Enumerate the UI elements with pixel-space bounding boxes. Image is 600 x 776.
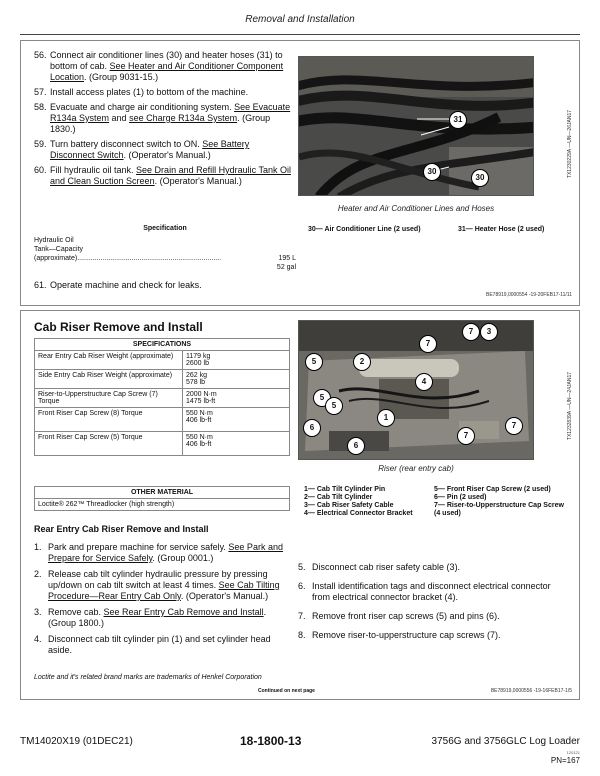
heater-ac-hoses-photo [298,56,534,196]
spec-value-liters: 195 L [278,255,296,262]
other-material-table [34,486,290,511]
steps-5-8 [298,562,568,649]
table-row: Front Riser Cap Screw (8) Torque 550 N·m 406 lb-ft [35,408,290,432]
specifications-table [34,338,290,456]
figure-caption-1: Heater and Air Conditioner Lines and Hoses [337,204,495,213]
link-park-prepare[interactable]: See Park and Prepare for Service Safely [48,542,283,563]
callout-30-a: 30 [423,163,441,181]
callout-5: 5 [325,397,343,415]
footer-page-number: 18-1800-13 [240,734,302,748]
link-cab-tilting[interactable]: See Cab Tilting Procedure—Rear Entry Cab Only [48,580,280,601]
callout-6: 6 [303,419,321,437]
footer-model: 3756G and 3756GLC Log Loader [431,736,580,747]
step-2: 2. Release cab tilt cylinder hydraulic pressure by pressing up/down on cab tilt switch at least 4 times. See Cab Tilting Procedure—Rear Entry Cab Only. (Operator's Manual.) [34,569,280,601]
legend-30: 30— Air Conditioner Line (2 used) [308,226,421,233]
footer-manual-id: TM14020X19 (01DEC21) [20,736,133,747]
table-row: Loctite® 262™ Threadlocker (high strength) [35,499,290,511]
legend-31: 31— Heater Hose (2 used) [458,226,545,233]
step-58: 58. Evacuate and charge air conditioning system. See Evacuate R134a System and see Charge R134a System. (Group 1830.) [34,102,291,134]
callout-3: 3 [480,323,498,341]
section-title: Cab Riser Remove and Install [34,320,203,334]
legend-item: 1— Cab Tilt Cylinder Pin [304,486,386,493]
steps-1-4 [34,542,284,661]
step-56: 56. Connect air conditioner lines (30) and heater hoses (31) to bottom of cab. See Heater and Air Conditioner Component Location. (Group 9031-15.) [34,50,284,82]
cab-riser-photo [298,320,534,460]
step-1: 1. Park and prepare machine for service safely. See Park and Prepare for Service Safely. (Group 0001.) [34,542,283,563]
footer-small-code: 120121 [566,750,580,755]
spec-row: (approximate) .......................................................................... 195 L [34,255,296,262]
legend-item: 7— Riser-to-Upperstructure Cap Screw (4 used) [434,502,564,517]
spec-line-2: Tank—Capacity [34,246,84,253]
spec-value-gal: 52 gal [276,264,296,271]
hoses-illustration [299,57,534,196]
link-rear-entry-cab[interactable]: See Rear Entry Cab Remove and Install [103,607,264,617]
table-row: Riser-to-Upperstructure Cap Screw (7) Torque 2000 N·m 1475 lb-ft [35,389,290,408]
callout-7: 7 [462,323,480,341]
callout-7: 7 [505,417,523,435]
table-row: Rear Entry Cab Riser Weight (approximate) 1179 kg 2600 lb [35,351,290,370]
step-60: 60. Fill hydraulic oil tank. See Drain and Refill Hydraulic Tank Oil and Clean Suction Screen. (Operator's Manual.) [34,165,291,186]
subheading: Rear Entry Cab Riser Remove and Install [34,524,209,534]
legend-item: 2— Cab Tilt Cylinder [304,494,373,501]
doc-id-2: BE78919,0000556 -19-16FEB17-1/5 [490,688,572,694]
step-59: 59. Turn battery disconnect switch to ON. See Battery Disconnect Switch. (Operator's Manual.) [34,139,250,160]
spec-title: Specification [143,225,187,232]
link-evacuate-r134a[interactable]: See Evacuate R134a System [50,102,291,123]
step-7: 7. Remove front riser cap screws (5) and pins (6). [298,611,500,621]
header-divider [20,34,580,35]
link-heater-ac-location[interactable]: See Heater and Air Conditioner Component Location [50,61,284,82]
link-drain-refill[interactable]: See Drain and Refill Hydraulic Tank Oil and Clean Suction Screen [50,165,291,186]
steps-56-60 [34,50,296,193]
figure-id-1: TX1230229A —UN—26JAN17 [567,110,573,179]
spec-block [34,224,296,272]
callout-5: 5 [313,389,331,407]
step-6: 6. Install identification tags and disconnect electrical connector from electrical connector bracket (4). [298,581,551,602]
material-heading: OTHER MATERIAL [35,487,290,499]
spec-line-1: Hydraulic Oil [34,237,74,244]
step-5: 5. Disconnect cab riser safety cable (3). [298,562,461,572]
page-header: Removal and Installation [245,14,355,25]
table-row: Side Entry Cab Riser Weight (approximate) 262 kg 578 lb [35,370,290,389]
figure-id-2: TX1232839A —UN—24JAN17 [567,372,573,441]
callout-6: 6 [347,437,365,455]
table-row: Front Riser Cap Screw (5) Torque 550 N·m 406 lb-ft [35,432,290,456]
legend-item: 3— Cab Riser Safety Cable [304,502,394,509]
callout-7: 7 [419,335,437,353]
riser-illustration [299,321,534,460]
link-battery-disconnect[interactable]: See Battery Disconnect Switch [50,139,250,160]
callout-31: 31 [449,111,467,129]
figure-caption-2: Riser (rear entry cab) [378,464,454,473]
footer-pn: PN=167 [550,756,580,765]
legend-right [434,486,564,518]
step-61: 61. Operate machine and check for leaks. [34,280,202,290]
callout-5: 5 [305,353,323,371]
continued-note: Continued on next page [258,688,315,694]
legend-left [304,486,426,518]
legend-item: 6— Pin (2 used) [434,494,487,501]
step-3: 3. Remove cab. See Rear Entry Cab Remove and Install. (Group 1800.) [34,607,267,628]
callout-4: 4 [415,373,433,391]
trademark-note: Loctite and it's related brand marks are trademarks of Henkel Corporation [34,674,262,681]
doc-id-1: BE78919,0000554 -19-20FEB17-11/11 [486,292,572,298]
step-4: 4. Disconnect cab tilt cylinder pin (1) and set cylinder head aside. [34,634,271,655]
callout-1: 1 [377,409,395,427]
step-8: 8. Remove riser-to-upperstructure cap screws (7). [298,630,501,640]
step-57: 57. Install access plates (1) to bottom of the machine. [34,87,249,97]
legend-item: 4— Electrical Connector Bracket [304,510,413,517]
callout-2: 2 [353,353,371,371]
callout-30-b: 30 [471,169,489,187]
link-charge-r134a[interactable]: see Charge R134a System [129,113,238,123]
callout-7: 7 [457,427,475,445]
legend-item: 5— Front Riser Cap Screw (2 used) [434,486,551,493]
spec-table-heading: SPECIFICATIONS [35,339,290,351]
